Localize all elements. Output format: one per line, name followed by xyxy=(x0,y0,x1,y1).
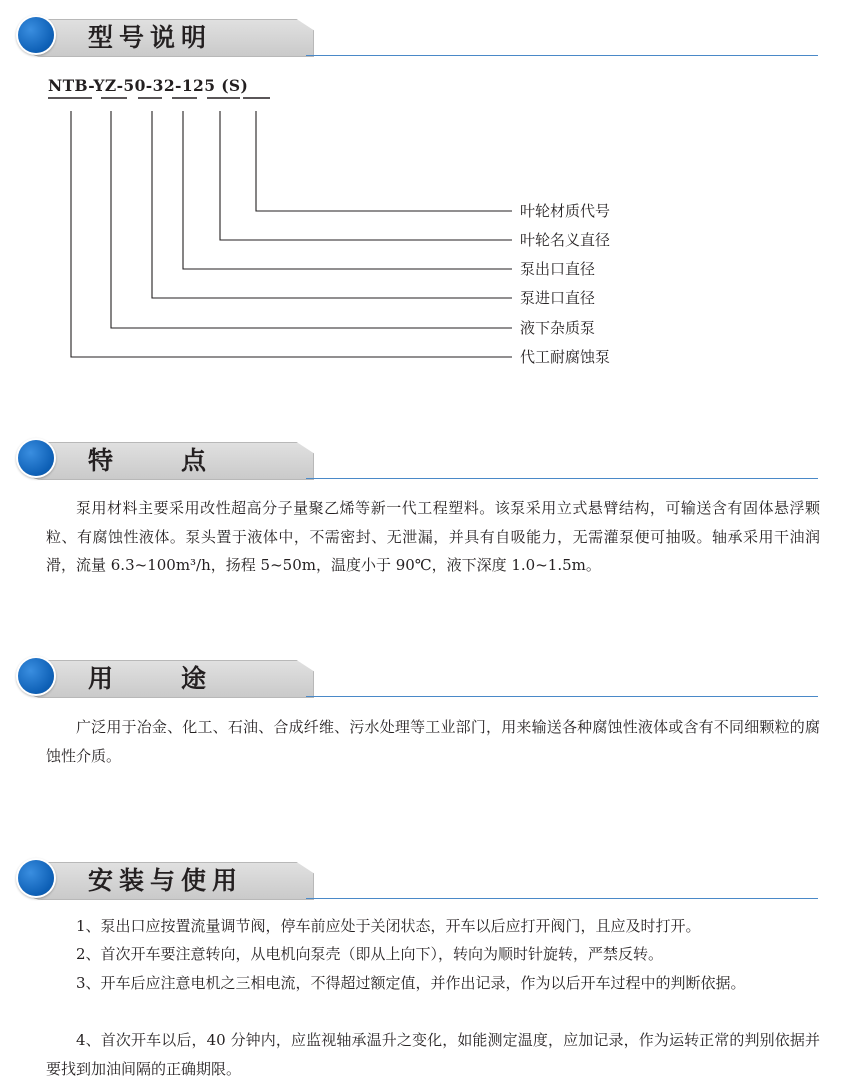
divider xyxy=(306,696,818,697)
connector-line xyxy=(111,111,512,328)
connector-line xyxy=(183,111,512,269)
install-item-4: 4、首次开车以后，40 分钟内，应监视轴承温升之变化，如能测定温度，应加记录，作为运转正常的判别依据并要找到加油间隔的正确期限。 xyxy=(46,1031,820,1078)
section-title: 安装与使用 xyxy=(88,866,244,895)
section-header-install xyxy=(18,857,818,905)
install-item-2: 2、首次开车要注意转向，从电机向泵壳（即从上向下），转向为顺时针旋转，严禁反转。 xyxy=(76,945,664,963)
section-title: 特 点 xyxy=(88,446,213,475)
features-paragraph: 泵用材料主要采用改性超高分子量聚乙烯等新一代工程塑料。该泵采用立式悬臂结构，可输送含有固体悬浮颗粒、有腐蚀性液体。泵头置于液体中，不需密封、无泄漏，并具有自吸能力，无需灌泵便可抽吸。轴承采用干油润滑，流量 6.3~100m³/h，扬程 5~50m，温度小于 90℃，液下深度 1.0~1.5m。 xyxy=(46,499,820,574)
section-title: 型号说明 xyxy=(88,23,213,52)
bullet-circle-icon xyxy=(18,440,54,476)
install-item-1: 1、泵出口应按置流量调节阀，停车前应处于关闭状态，开车以后应打开阀门，且应及时打开。 xyxy=(76,917,701,935)
section-title: 用 途 xyxy=(88,664,213,693)
model-label: 叶轮名义直径 xyxy=(520,231,611,249)
connector-line xyxy=(152,111,512,298)
connector-line xyxy=(71,111,512,357)
bullet-circle-icon xyxy=(18,658,54,694)
install-item-3: 3、开车后应注意电机之三相电流，不得超过额定值，并作出记录，作为以后开车过程中的判断依据。 xyxy=(76,974,746,992)
section-header-features xyxy=(18,437,818,485)
model-code: NTB-YZ-50-32-125 (S) xyxy=(48,76,249,95)
model-label: 泵进口直径 xyxy=(520,289,596,307)
bullet-circle-icon xyxy=(18,860,54,896)
divider xyxy=(306,898,818,899)
model-label: 叶轮材质代号 xyxy=(520,202,611,220)
connector-line xyxy=(256,111,512,211)
model-label: 泵出口直径 xyxy=(520,260,596,278)
divider xyxy=(306,478,818,479)
model-code-diagram xyxy=(0,0,860,380)
section-header-usage xyxy=(18,655,818,703)
model-label: 代工耐腐蚀泵 xyxy=(520,348,611,366)
usage-paragraph: 广泛用于冶金、化工、石油、合成纤维、污水处理等工业部门，用来输送各种腐蚀性液体或含有不同细颗粒的腐蚀性介质。 xyxy=(46,718,820,765)
connector-line xyxy=(220,111,512,240)
model-label: 液下杂质泵 xyxy=(520,319,596,337)
